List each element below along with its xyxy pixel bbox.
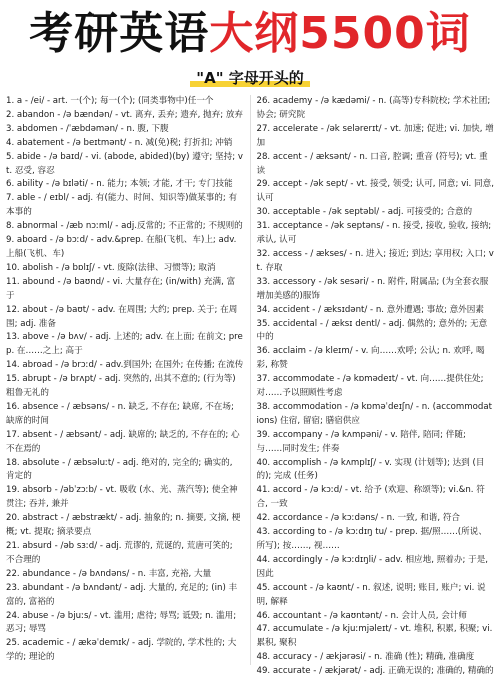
word-entry: 5. abide - /ə baɪd/ - vi. (abode, abided)(by) 遵守; 坚持; vt. 忍受, 容忍 [6,151,243,176]
word-entry: 23. abundant - /ə bʌndənt/ - adj. 大量的, 充足的; (in) 丰富的, 富裕的 [6,582,238,607]
word-entry: 4. abatement - /ə beɪtmənt/ - n. 减(免)税; 打折扣; 冲销 [6,137,233,148]
word-entry: 14. abroad - /ə brɔːd/ - adv.到国外; 在国外; 在传播; 在流传 [6,360,244,371]
word-entry: 33. accessory - /ək sesəri/ - n. 附件, 附属品; (为全套衣服增加美感的)服饰 [256,276,489,301]
word-entry: 19. absorb - /əbˈzɔːb/ - vt. 吸收 (水、光、蒸汽等); 使全神贯注; 吞并, 兼并 [6,485,238,510]
word-entry: 7. able - / eɪbl/ - adj. 有(能力、时间、知识等)做某事的; 有本事的 [6,193,238,218]
word-entry: 12. about - /ə baʊt/ - adv. 在周围; 大约; prep. 关于; 在周围; adj. 准备 [6,304,238,329]
word-entry: 39. accompany - /ə kʌmpəni/ - v. 陪伴, 陪同; 伴随; 与……同时发生; 伴奏 [256,429,466,454]
word-entry: 16. absence - / æbsəns/ - n. 缺乏, 不存在; 缺席, 不在场; 缺席的时间 [6,401,234,426]
word-entry: 26. academy - /ə kædəmi/ - n. (高等)专科院校; 学术社团; 协会; 研究院 [256,96,491,120]
word-entry: 43. according to - /ə kɔːdɪŋ tu/ - prep. 据/照……(所说、所写); 按……, 视…… [256,527,487,551]
word-entry: 24. abuse - /ə bjuːs/ - vt. 滥用; 虐待; 辱骂; 诋毁; n. 滥用; 恶习; 辱骂 [6,610,237,635]
word-entry: 11. abound - /ə baʊnd/ - vi. 大量存在; (in/with) 充满, 富于 [6,276,236,301]
word-entry: 42. accordance - /ə kɔːdəns/ - n. 一致, 和谐, 符合 [256,513,461,524]
word-entry: 13. above - /ə bʌv/ - adj. 上述的; adv. 在上面; 在前文; prep. 在……之上; 高于 [6,332,243,357]
title-part-black: 考研英语 [29,8,210,59]
word-entry: 31. acceptance - /ək septəns/ - n. 接受, 接收, 验收, 接纳; 承认, 认可 [256,221,492,246]
word-entry: 28. accent - / æksənt/ - n. 口音, 腔调; 重音 (符号); vt. 重读 [256,151,488,176]
left-column [6,95,244,665]
word-entry: 32. access - / ækses/ - n. 进入; 接近; 到达; 享用权; 入口; vt. 存取 [256,248,494,273]
section-subtitle: "A" 字母开头的 [192,68,307,88]
word-entry: 1. a - /ei/ - art. 一(个); 每一(个); (同类事物中)任一个 [6,96,214,106]
word-entry: 10. abolish - /ə bɒlɪʃ/ - vt. 废除(法律、习惯等); 取消 [6,262,216,273]
word-entry: 17. absent - / æbsənt/ - adj. 缺席的; 缺乏的, 不存在的; 心不在焉的 [6,429,240,454]
word-entry: 8. abnormal - /æb nɔːml/ - adj.反常的; 不正常的; 不规则的 [6,221,243,232]
title-part-red: 大纲5500词 [209,8,471,59]
word-entry: 40. accomplish - /ə kʌmplɪʃ/ - v. 实现 (计划等); 达到 (目的); 完成 (任务) [256,457,485,482]
word-entry: 21. absurd - /əb sɜːd/ - adj. 荒谬的, 荒诞的, 荒唐可笑的; 不合理的 [6,541,233,565]
word-entry: 9. aboard - /ə bɔːd/ - adv.&prep. 在船(飞机、车)上; adv. 上船(飞机、车) [6,235,237,259]
word-entry: 45. account - /ə kaʊnt/ - n. 叙述, 说明; 账目, 账户; vi. 说明, 解释 [256,582,486,607]
word-list [6,95,494,677]
word-entry: 34. accident - / æksɪdənt/ - n. 意外遭遇; 事故; 意外因素 [256,304,484,315]
word-entry: 47. accumulate - /ə kjuːmjəleɪt/ - vt. 堆积, 积累, 积聚; vi. 累积, 聚积 [256,624,493,649]
word-entry: 35. accidental - / æksɪ dentl/ - adj. 偶然的; 意外的; 无意中的 [256,318,488,343]
word-entry: 20. abstract - / æbstrækt/ - adj. 抽象的; n. 摘要, 文摘, 梗概; vt. 提取; 摘录要点 [6,513,241,538]
word-entry: 27. accelerate - /ək selərerɪt/ - vt. 加速; 促进; vi. 加快, 增加 [256,123,494,148]
word-entry: 44. accordingly - /ə kɔːdɪŋli/ - adv. 相应地, 照着办; 于是, 因此 [256,554,489,579]
column-divider [250,95,251,665]
subtitle-row [0,68,500,90]
word-entry: 37. accommodate - /ə kɒmədeɪt/ - vt. 向……提供住处; 对……予以照顾性考虑 [256,374,484,399]
word-entry: 6. ability - /ə bɪləti/ - n. 能力; 本领; 才能, 才干; 专门技能 [6,179,233,190]
word-entry: 49. accurate - / ækjərət/ - adj. 正确无误的; 准确的, 精确的 [256,666,494,677]
word-entry: 30. acceptable - /ək septəbl/ - adj. 可接受的; 合意的 [256,207,473,218]
word-entry: 41. accord - /ə kɔːd/ - vt. 给予 (欢迎、称颂等); vi.&n. 符合, 一致 [256,485,485,510]
word-entry: 48. accuracy - / ækjərəsi/ - n. 准确 (性); 精确, 准确度 [256,652,475,663]
word-entry: 36. acclaim - /ə kleɪm/ - v. 向……欢呼; 公认; n. 欢呼, 喝彩, 称赞 [256,346,485,371]
word-entry: 22. abundance - /ə bʌndəns/ - n. 丰富, 充裕, 大量 [6,568,212,579]
word-entry: 2. abandon - /ə bændən/ - vt. 离弃, 丢弃; 遗弃, 抛弃; 放弃 [6,109,244,120]
word-entry: 25. academic - / ækəˈdemɪk/ - adj. 学院的, 学术性的; 大学的; 理论的 [6,638,237,663]
word-entry: 46. accountant - /ə kaʊntənt/ - n. 会计人员, 会计师 [256,610,467,621]
page-title [0,4,500,64]
word-entry: 29. accept - /ək sept/ - vt. 接受, 领受; 认可, 同意; vi. 同意, 认可 [256,179,494,204]
word-entry: 18. absolute - / æbsəluːt/ - adj. 绝对的, 完全的; 确实的, 肯定的 [6,457,233,482]
right-column [256,95,494,677]
word-entry: 38. accommodation - /ə kɒməˈdeɪʃn/ - n. (accommodations) 住宿, 留宿; 膳宿供应 [256,401,493,426]
word-entry: 3. abdomen - /ˈæbdəmən/ - n. 腹, 下腹 [6,123,169,134]
word-entry: 15. abrupt - /ə brʌpt/ - adj. 突然的, 出其不意的; (行为等)粗鲁无礼的 [6,374,236,399]
